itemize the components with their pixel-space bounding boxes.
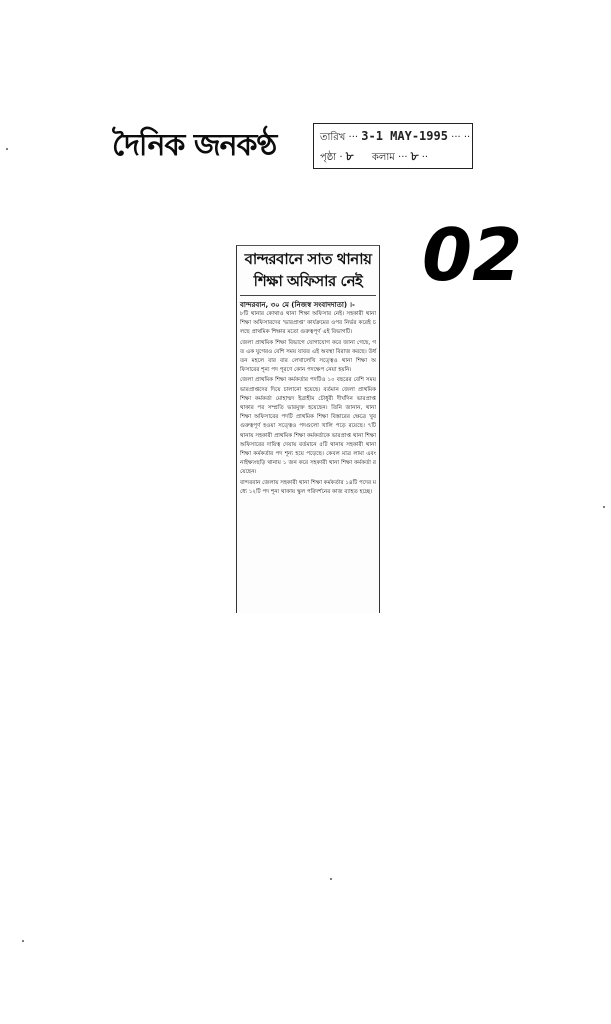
headline-line-2: শিক্ষা অফিসার নেই bbox=[253, 272, 363, 290]
article-paragraph: জেলা প্রাথমিক শিক্ষা বিভাগে যোগাযোগ করে জানা গেছে, গত এক যুগেরও বেশি সময় যাবত এই অবস্থা বিরাজ করছে। উর্ধতন মহলে বার বার লেখালেখি সত্ত্বেও থানা শিক্ষা অফিসারের শূন্য পদ পূরণে কোন পদক্ষেপ নেয়া হয়নি। bbox=[240, 339, 377, 374]
scan-speck bbox=[6, 148, 8, 150]
article-paragraph: বান্দরবান জেলায় সহকারী থানা শিক্ষা কর্মকর্তার ১৪টি পদের মধ্যে ১২টি পদ শূন্য থাকায় স্কুল পরিদর্শনের কাজ ব্যাহত হচ্ছে। bbox=[240, 479, 376, 495]
scan-speck bbox=[22, 940, 24, 942]
stamp-column-label: কলাম bbox=[371, 152, 395, 163]
article-paragraph: ৮টি থানার কোথাও থানা শিক্ষা অফিসার নেই। সহকারী থানা শিক্ষা অফিসারদের 'ভারপ্রাপ্ত' কার্যক্রমের ওপর নির্ভর করেই চলছে প্রাথমিক শিক্ষার মতো গুরুত্বপূর্ণ এই বিভাগটি। bbox=[240, 311, 376, 336]
newspaper-masthead: দৈনিক জনকণ্ঠ bbox=[112, 128, 277, 163]
stamp-date-label: তারিখ bbox=[320, 132, 346, 143]
scan-speck bbox=[603, 506, 605, 508]
stamp-date-value: 3-1 MAY-1995 bbox=[361, 129, 448, 143]
article-paragraph: জেলা প্রাথমিক শিক্ষা কর্মকর্তার পদটিও ১০ বছরের বেশি সময় ভারপ্রাপ্তদের দিয়ে চালানো হয়েছে। বর্তমান জেলা প্রাথমিক শিক্ষা কর্মকর্তা মোহাম্মদ ইব্রাহীম চৌধুরী দীর্ঘদিন ভারপ্রাপ্ত থাকার পর সম্প্রতি ভারমুক্ত হয়েছেন। তিনি জানান, থানা শিক্ষা অফিসারের পদটি প্রাথমিক শিক্ষা বিস্তারের ক্ষেত্রে খুব গুরুত্বপূর্ণ হওয়া সত্ত্বেও পদগুলো খালি পড়ে রয়েছে। ৭টি থানায় সহকারী প্রাথমিক শিক্ষা কর্মকর্তাকে ভারপ্রাপ্ত থানা শিক্ষা অফিসারের দায়িত্ব দেয়ায় বর্তমানে ৫টি থানায় সহকারী থানা শিক্ষা কর্মকর্তার পদ শূন্য হয়ে পড়েছে। কেবল মাত্র লামা এবং নাইক্ষ্যংছড়ি থানায় ১ জন করে সহকারী থানা শিক্ষা কর্মকর্তা রয়েছেন। bbox=[240, 377, 376, 476]
article-headline bbox=[240, 248, 376, 296]
stamp-page-row: পৃষ্ঠা · ৮ কলাম ··· ৮ ·· bbox=[320, 149, 429, 163]
scan-speck bbox=[330, 878, 332, 880]
article-dateline: বান্দরবান, ৩০ মে (নিজস্ব সংবাদদাতা) ।- bbox=[240, 301, 355, 309]
stamp-column-value: ৮ bbox=[410, 149, 419, 163]
clipping-stamp bbox=[313, 123, 473, 169]
headline-line-1: বান্দরবানে সাত থানায় bbox=[244, 250, 372, 268]
handwritten-number-mark bbox=[420, 208, 560, 298]
stamp-date-row: তারিখ ··· 3-1 MAY-1995 ··· ·· bbox=[320, 129, 471, 143]
stamp-page-label: পৃষ্ঠা bbox=[320, 152, 337, 163]
handwritten-number: 02 bbox=[422, 213, 523, 297]
newspaper-clipping bbox=[236, 245, 380, 613]
stamp-page-value: ৮ bbox=[345, 149, 354, 163]
